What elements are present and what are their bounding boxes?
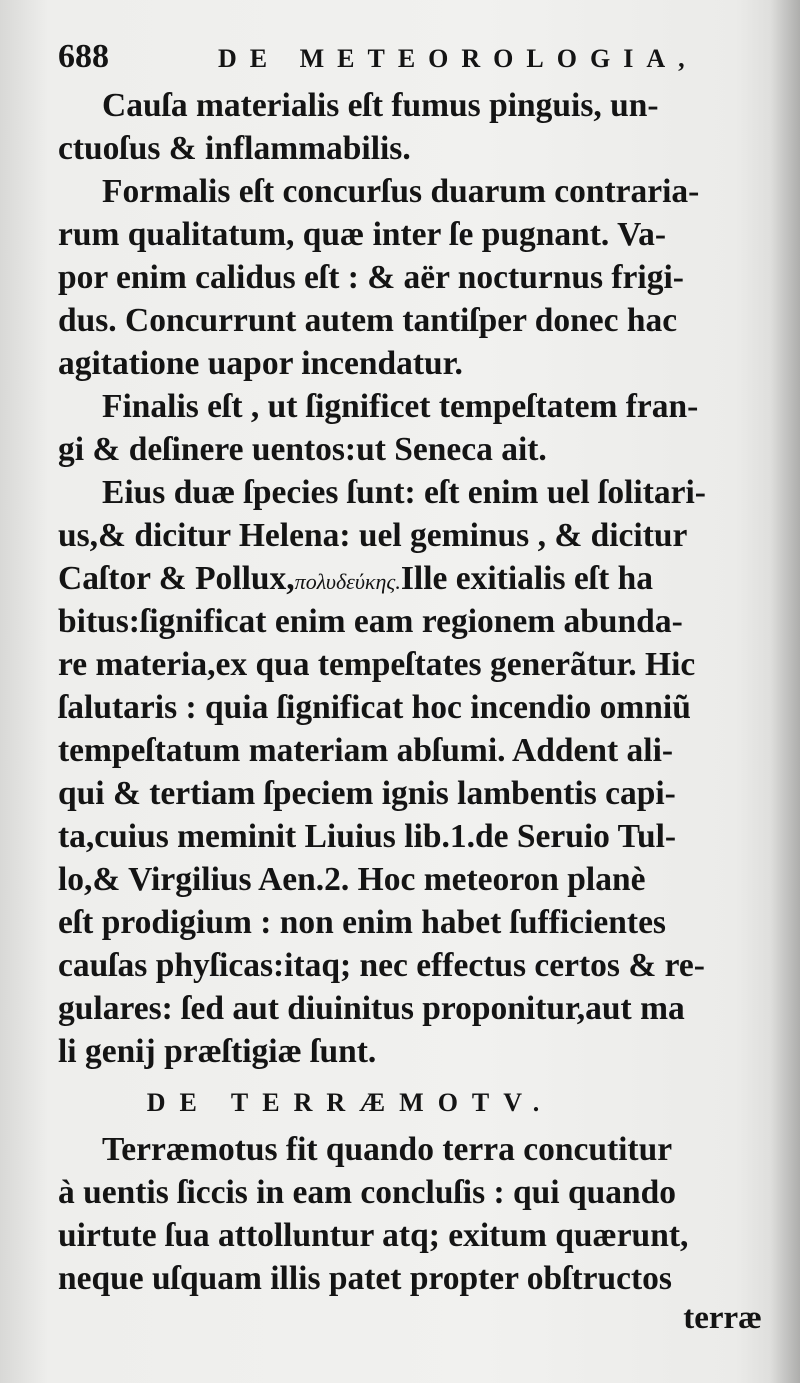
- page-edge-shadow: [770, 0, 800, 1383]
- text-line: re materia,ex qua tempeſtates generãtur. Hic: [58, 646, 696, 683]
- catchword: terræ: [683, 1300, 762, 1336]
- text-line: uirtute ſua attolluntur atq; exitum quærunt,: [58, 1217, 689, 1254]
- page-header: [58, 38, 758, 82]
- text-line-greek: [58, 557, 770, 600]
- text-line: bitus:ſignificat enim eam regionem abunda-: [58, 603, 683, 640]
- text-line: neque uſquam illis patet propter obſtructos: [58, 1260, 672, 1297]
- page-number: 688: [58, 38, 109, 75]
- text-line: Eius duæ ſpecies ſunt: eſt enim uel ſolitari-: [102, 474, 706, 511]
- running-title: DE METEOROLOGIA,: [218, 44, 698, 73]
- section-heading: DE TERRÆMOTV.: [146, 1088, 554, 1117]
- text-line: tempeſtatum materiam abſumi. Addent ali-: [58, 732, 674, 769]
- text-line-start: Caſtor & Pollux,: [58, 560, 295, 597]
- text-line: eſt prodigium : non enim habet ſufficientes: [58, 904, 666, 941]
- text-line: gulares: ſed aut diuinitus proponitur,aut ma: [58, 990, 685, 1027]
- text-line: lo,& Virgilius Aen.2. Hoc meteoron planè: [58, 861, 646, 898]
- text-line: cauſas phyſicas:itaq; nec effectus certos & re-: [58, 947, 705, 984]
- section-text: [58, 1128, 770, 1300]
- text-line: Finalis eſt , ut ſignificet tempeſtatem fran-: [102, 388, 699, 425]
- text-line: Formalis eſt concurſus duarum contraria-: [102, 173, 700, 210]
- text-line: agitatione uapor incendatur.: [58, 345, 463, 382]
- text-line-end: Ille exitialis eſt ha: [400, 560, 653, 597]
- text-line: ſalutaris : quia ſignificat hoc incendio omniũ: [58, 689, 691, 726]
- text-line: gi & deſinere uentos:ut Seneca ait.: [58, 431, 547, 468]
- text-line: qui & tertiam ſpeciem ignis lambentis capi-: [58, 775, 676, 812]
- text-line: Terræmotus fit quando terra concutitur: [102, 1131, 673, 1168]
- text-line: dus. Concurrunt autem tantiſper donec hac: [58, 302, 678, 339]
- text-line: us,& dicitur Helena: uel geminus , & dicitur: [58, 517, 688, 554]
- text-line: por enim calidus eſt : & aër nocturnus frigi-: [58, 259, 684, 296]
- text-line: ta,cuius meminit Liuius lib.1.de Seruio Tul-: [58, 818, 677, 855]
- text-line: rum qualitatum, quæ inter ſe pugnant. Va-: [58, 216, 667, 253]
- text-line: à uentis ſiccis in eam concluſis : qui quando: [58, 1174, 676, 1211]
- text-line: Cauſa materialis eſt fumus pinguis, un-: [102, 87, 659, 124]
- greek-word: πολυδεύκης.: [294, 569, 401, 594]
- main-text: [58, 84, 770, 1073]
- text-line: li genij præſtigiæ ſunt.: [58, 1033, 377, 1070]
- text-line: ctuoſus & inflammabilis.: [58, 130, 411, 167]
